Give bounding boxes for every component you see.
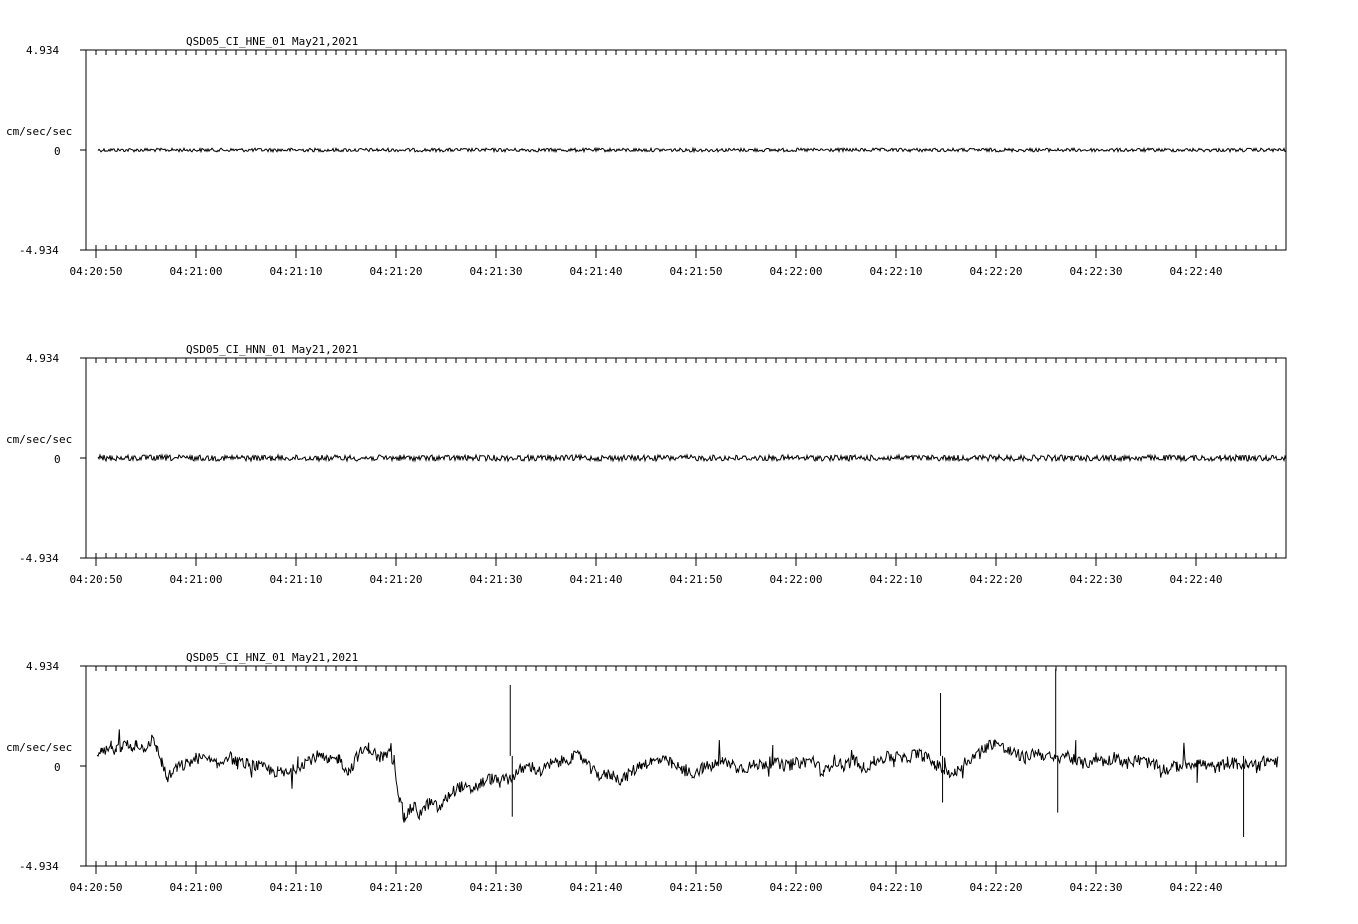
x-tick-label: 04:22:10 xyxy=(869,265,923,278)
x-tick-label: 04:21:20 xyxy=(369,881,423,894)
x-tick-label: 04:22:10 xyxy=(869,881,923,894)
x-tick-label: 04:22:20 xyxy=(969,881,1023,894)
x-tick-label: 04:20:50 xyxy=(69,881,123,894)
y-axis-label: cm/sec/sec xyxy=(6,125,73,138)
y-tick-label: -4.934 xyxy=(19,552,59,565)
chart-title: QSD05_CI_HNZ_01 May21,2021 xyxy=(186,651,359,664)
y-tick-label: 4.934 xyxy=(26,660,60,673)
x-tick-label: 04:21:40 xyxy=(569,573,623,586)
seismic-trace xyxy=(98,148,1286,152)
x-tick-label: 04:22:40 xyxy=(1169,573,1223,586)
x-tick-label: 04:21:40 xyxy=(569,881,623,894)
x-tick-label: 04:21:00 xyxy=(169,265,223,278)
x-tick-label: 04:21:00 xyxy=(169,881,223,894)
y-tick-label: 0 xyxy=(54,145,61,158)
seismic-trace xyxy=(98,455,1286,461)
x-tick-label: 04:20:50 xyxy=(69,573,123,586)
y-axis-label: cm/sec/sec xyxy=(6,433,73,446)
x-tick-label: 04:22:00 xyxy=(769,881,823,894)
y-tick-label: 4.934 xyxy=(26,352,60,365)
y-tick-label: 4.934 xyxy=(26,44,60,57)
y-tick-label: -4.934 xyxy=(19,860,59,873)
x-tick-label: 04:22:20 xyxy=(969,265,1023,278)
x-tick-label: 04:22:20 xyxy=(969,573,1023,586)
x-tick-label: 04:21:50 xyxy=(669,573,723,586)
chart-panel-2 xyxy=(6,343,1286,586)
x-tick-label: 04:22:30 xyxy=(1069,573,1123,586)
x-tick-label: 04:21:40 xyxy=(569,265,623,278)
x-tick-label: 04:22:00 xyxy=(769,573,823,586)
x-tick-label: 04:21:10 xyxy=(269,573,323,586)
x-tick-label: 04:21:50 xyxy=(669,265,723,278)
x-tick-label: 04:22:30 xyxy=(1069,265,1123,278)
y-axis-label: cm/sec/sec xyxy=(6,741,73,754)
chart-panel-3 xyxy=(6,651,1286,894)
x-tick-label: 04:21:10 xyxy=(269,265,323,278)
x-tick-label: 04:20:50 xyxy=(69,265,123,278)
x-tick-label: 04:22:40 xyxy=(1169,265,1223,278)
x-tick-label: 04:22:30 xyxy=(1069,881,1123,894)
x-tick-label: 04:21:00 xyxy=(169,573,223,586)
x-tick-label: 04:21:30 xyxy=(469,573,523,586)
x-tick-label: 04:21:50 xyxy=(669,881,723,894)
x-tick-label: 04:21:20 xyxy=(369,573,423,586)
x-tick-label: 04:21:20 xyxy=(369,265,423,278)
x-tick-label: 04:21:30 xyxy=(469,881,523,894)
y-tick-label: 0 xyxy=(54,453,61,466)
x-tick-label: 04:22:00 xyxy=(769,265,823,278)
y-tick-label: -4.934 xyxy=(19,244,59,257)
seismic-trace xyxy=(97,729,1278,822)
y-tick-label: 0 xyxy=(54,761,61,774)
x-tick-label: 04:21:10 xyxy=(269,881,323,894)
chart-title: QSD05_CI_HNE_01 May21,2021 xyxy=(186,35,359,48)
x-tick-label: 04:21:30 xyxy=(469,265,523,278)
chart-title: QSD05_CI_HNN_01 May21,2021 xyxy=(186,343,359,356)
x-tick-label: 04:22:10 xyxy=(869,573,923,586)
chart-panel-1 xyxy=(6,35,1286,278)
x-tick-label: 04:22:40 xyxy=(1169,881,1223,894)
